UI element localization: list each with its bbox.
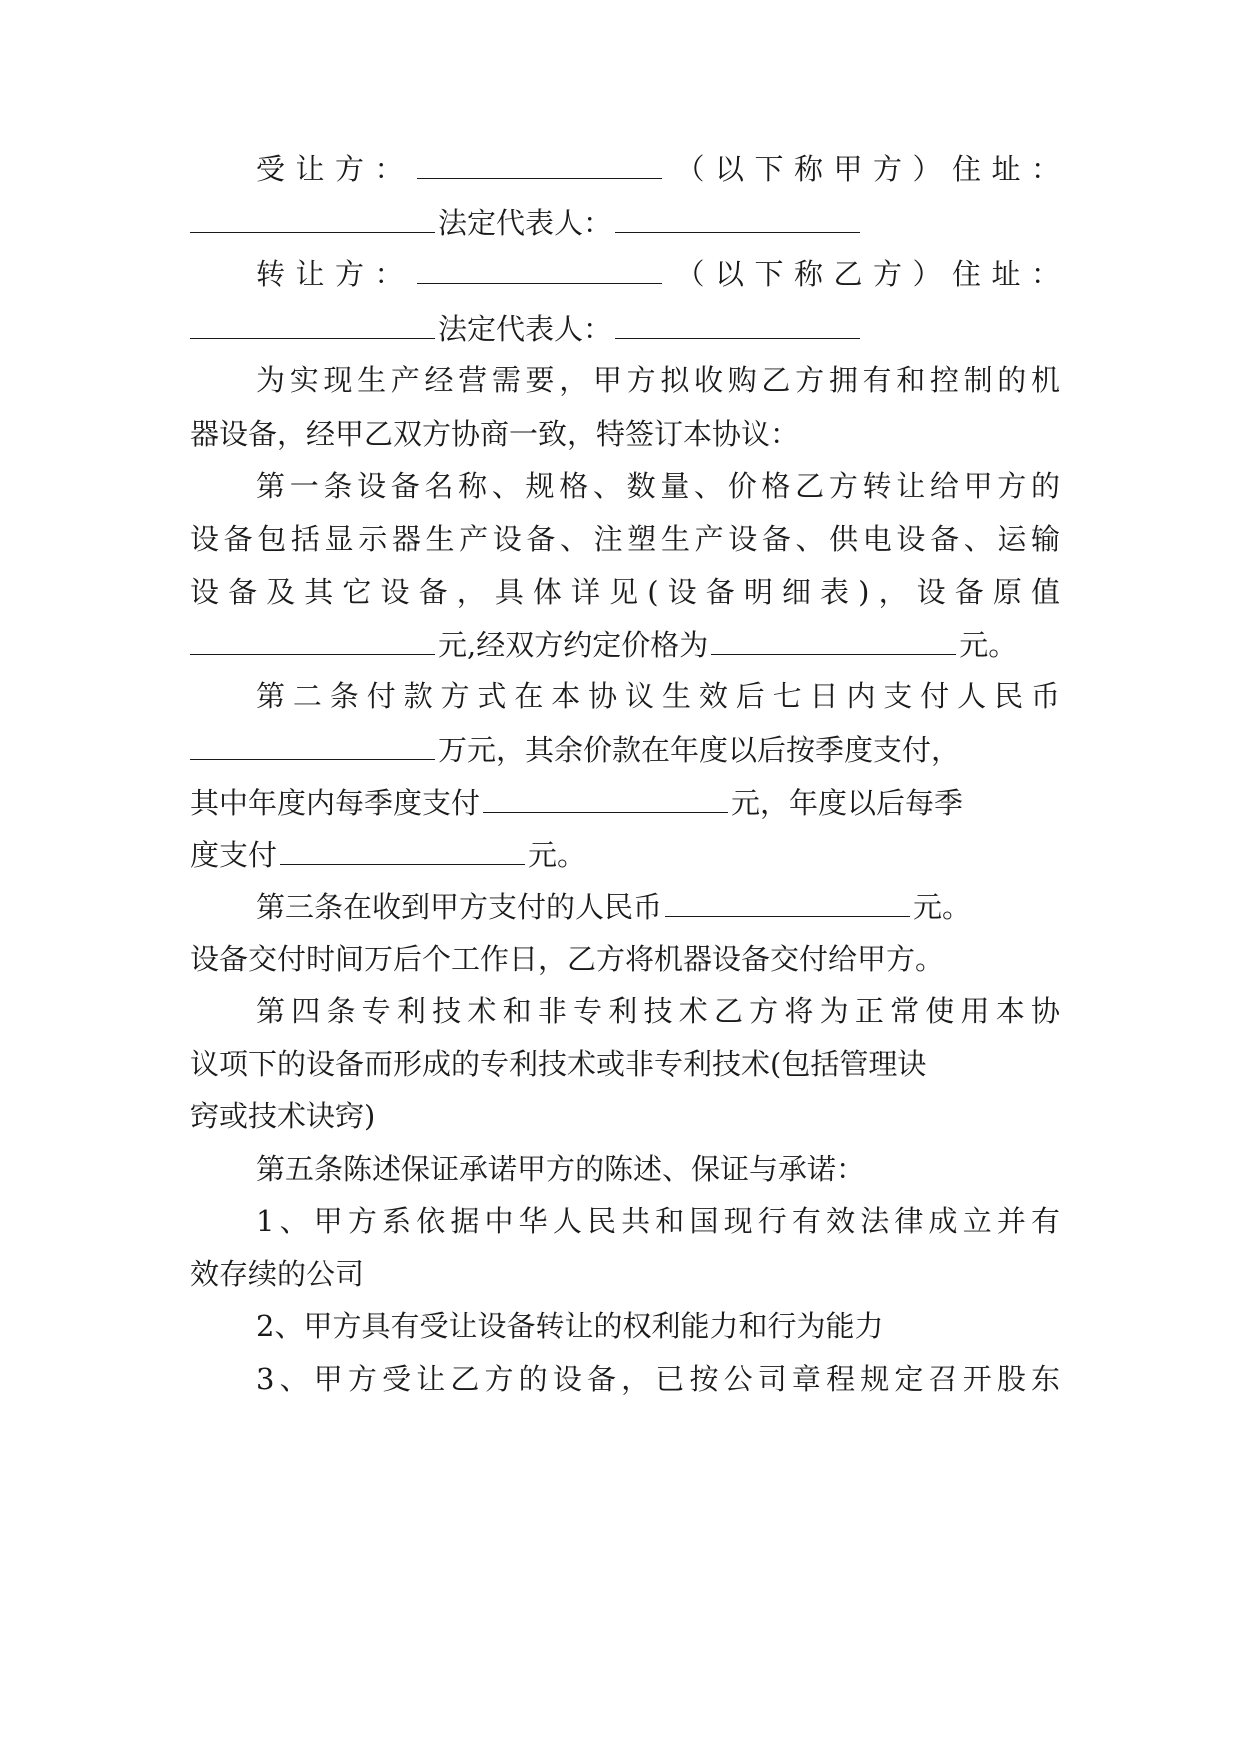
paragraph-line: 器设备，经甲乙双方协商一致，特签订本协议：	[190, 417, 800, 451]
article-4-line: 窍或技术诀窍)	[190, 1099, 376, 1133]
article-2-line: 第二条付款方式在本协议生效后七日内支付人民币	[256, 679, 1060, 713]
agreed-price-label: 元,经双方约定价格为	[438, 628, 709, 662]
article-2-line	[190, 729, 1060, 769]
article-5-item-3: 3、甲方受让乙方的设备，已按公司章程规定召开股东	[256, 1362, 1060, 1396]
transferee-name-blank[interactable]	[417, 148, 662, 179]
first-payment-blank[interactable]	[190, 729, 435, 760]
article-5-line: 第五条陈述保证承诺甲方的陈述、保证与承诺：	[256, 1152, 866, 1186]
article-1-line: 第一条设备名称、规格、数量、价格乙方转让给甲方的	[256, 469, 1060, 503]
legal-rep-label: 法定代表人：	[438, 206, 613, 240]
transferor-name-blank[interactable]	[417, 253, 662, 284]
article-4-line: 议项下的设备而形成的专利技术或非专利技术(包括管理诀	[190, 1047, 927, 1081]
article-2-line	[190, 834, 1060, 874]
legal-rep-label: 法定代表人：	[438, 312, 613, 346]
article-2-text: 万元，其余价款在年度以后按季度支付，	[438, 733, 961, 767]
article-1-line: 设备及其它设备，具体详见(设备明细表)，设备原值	[190, 575, 1060, 609]
original-value-blank[interactable]	[190, 624, 435, 655]
article-3-text: 第三条在收到甲方支付的人民币	[256, 890, 663, 924]
article-5-item-2: 2、甲方具有受让设备转让的权利能力和行为能力	[256, 1309, 884, 1343]
agreed-price-blank[interactable]	[711, 624, 956, 655]
yuan-suffix: 元。	[959, 628, 1018, 662]
article-2-text: 元，年度以后每季	[731, 786, 964, 820]
yuan-suffix: 元。	[913, 890, 972, 924]
transferee-address-blank[interactable]	[190, 202, 435, 233]
rmb-received-blank[interactable]	[665, 886, 910, 917]
transferee-rep-line	[190, 202, 1060, 242]
transferor-label: 转让方：	[256, 257, 414, 291]
transferee-label: 受让方：	[256, 152, 414, 186]
transferor-rep-line	[190, 308, 1060, 348]
article-1-price-line	[190, 624, 1060, 664]
article-2-text: 度支付	[190, 838, 278, 872]
transferee-rep-blank[interactable]	[615, 202, 860, 233]
later-quarterly-payment-blank[interactable]	[280, 834, 525, 865]
article-4-line: 第四条专利技术和非专利技术乙方将为正常使用本协	[256, 994, 1060, 1028]
article-5-item-1: 1、甲方系依据中华人民共和国现行有效法律成立并有	[256, 1204, 1060, 1238]
article-2-text: 其中年度内每季度支付	[190, 786, 481, 820]
transferor-suffix: （以下称乙方）住址：	[665, 257, 1060, 291]
article-3-line: 设备交付时间万后个工作日，乙方将机器设备交付给甲方。	[190, 942, 945, 976]
yuan-suffix: 元。	[528, 838, 587, 872]
transferor-rep-blank[interactable]	[615, 308, 860, 339]
transferor-line	[256, 253, 1060, 293]
article-5-item-1: 效存续的公司	[190, 1257, 365, 1291]
article-1-line: 设备包括显示器生产设备、注塑生产设备、供电设备、运输	[190, 522, 1060, 556]
transferee-line	[256, 148, 1060, 188]
article-2-line	[190, 782, 1060, 822]
article-3-line	[256, 886, 1060, 926]
paragraph-line: 为实现生产经营需要，甲方拟收购乙方拥有和控制的机	[256, 363, 1060, 397]
quarterly-payment-blank[interactable]	[483, 782, 728, 813]
transferee-suffix: （以下称甲方）住址：	[665, 152, 1060, 186]
transferor-address-blank[interactable]	[190, 308, 435, 339]
